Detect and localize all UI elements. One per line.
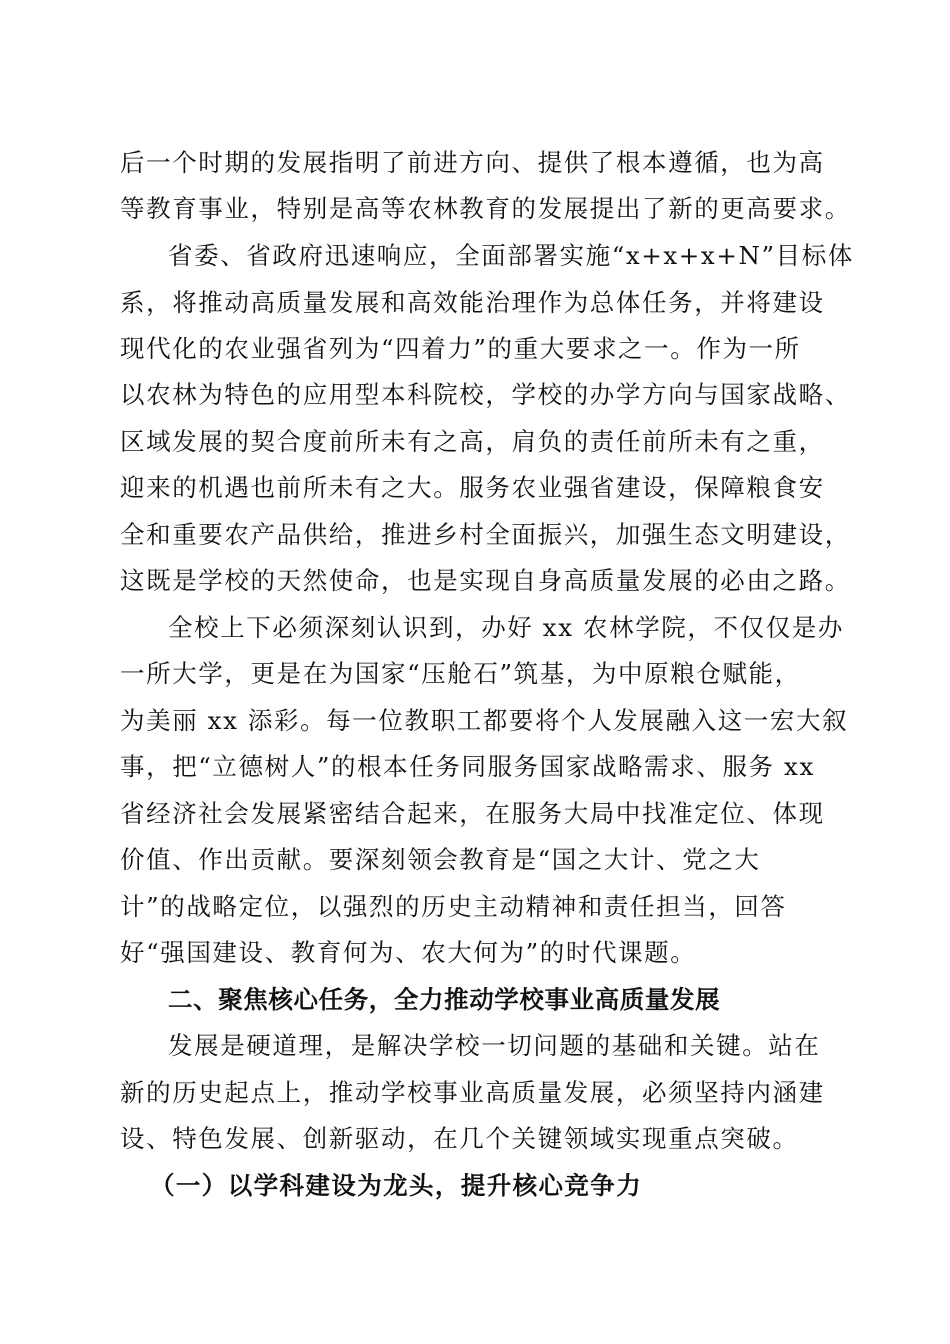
- text-line: 现代化的农业强省列为“四着力”的重大要求之一。作为一所: [120, 334, 801, 363]
- text-line: 区域发展的契合度前所未有之高，肩负的责任前所未有之重，: [120, 427, 825, 456]
- text-line: 新的历史起点上，推动学校事业高质量发展，必须坚持内涵建: [120, 1078, 825, 1107]
- subsection-heading: （一）以学科建设为龙头，提升核心竞争力: [150, 1171, 643, 1200]
- text-line: 这既是学校的天然使命，也是实现自身高质量发展的必由之路。: [120, 566, 851, 595]
- text-line: 事，把“立德树人”的根本任务同服务国家战略需求、服务 xx: [120, 752, 815, 781]
- text-line: 后一个时期的发展指明了前进方向、提供了根本遵循，也为高: [120, 148, 825, 177]
- text-line: 等教育事业，特别是高等农林教育的发展提出了新的更高要求。: [120, 194, 851, 223]
- text-line: 系，将推动高质量发展和高效能治理作为总体任务，并将建设: [120, 288, 825, 317]
- text-line: 价值、作出贡献。要深刻领会教育是“国之大计、党之大: [120, 845, 761, 874]
- paragraph-first-line: 全校上下必须深刻认识到，办好 xx 农林学院，不仅仅是办: [168, 613, 845, 642]
- text-line: 设、特色发展、创新驱动，在几个关键领域实现重点突破。: [120, 1124, 799, 1153]
- text-line: 计”的战略定位，以强烈的历史主动精神和责任担当，回答: [120, 892, 787, 921]
- paragraph-first-line: 省委、省政府迅速响应，全面部署实施“x+x+x+N”目标体: [168, 241, 854, 270]
- text-line: 省经济社会发展紧密结合起来，在服务大局中找准定位、体现: [120, 799, 825, 828]
- text-line: 一所大学，更是在为国家“压舱石”筑基，为中原粮仓赋能，: [120, 659, 801, 688]
- text-line: 为美丽 xx 添彩。每一位教职工都要将个人发展融入这一宏大叙: [120, 706, 849, 735]
- text-line: 迎来的机遇也前所未有之大。服务农业强省建设，保障粮食安: [120, 473, 825, 502]
- text-line: 全和重要农产品供给，推进乡村全面振兴，加强生态文明建设，: [120, 520, 851, 549]
- paragraph-first-line: 发展是硬道理，是解决学校一切问题的基础和关键。站在: [168, 1031, 821, 1060]
- section-heading: 二、聚焦核心任务，全力推动学校事业高质量发展: [168, 985, 721, 1014]
- text-line: 以农林为特色的应用型本科院校，学校的办学方向与国家战略、: [120, 380, 851, 409]
- text-line: 好“强国建设、教育何为、农大何为”的时代课题。: [120, 938, 697, 967]
